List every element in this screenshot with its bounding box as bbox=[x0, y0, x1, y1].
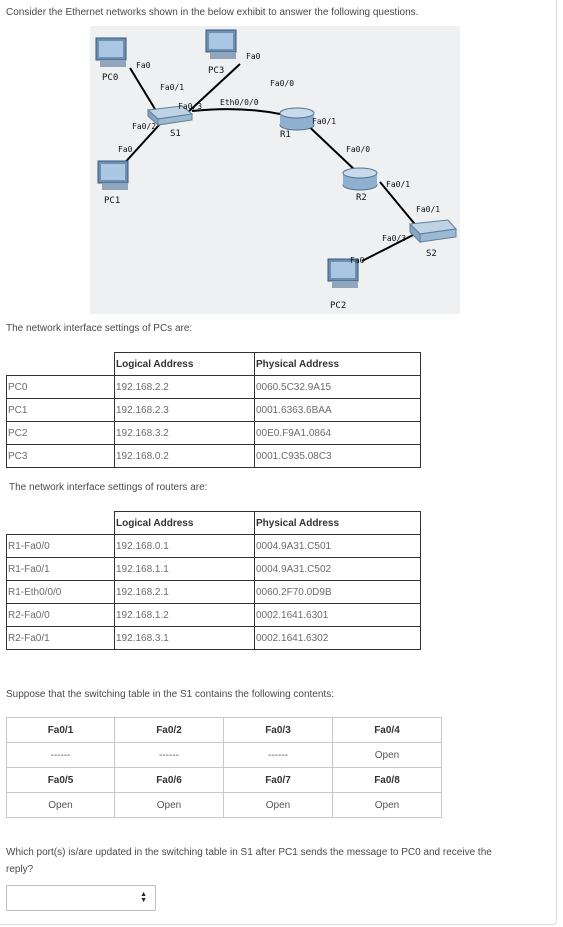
port-header: Fa0/7 bbox=[224, 768, 333, 793]
question-line-1: Which port(s) is/are updated in the switching table in S1 after PC1 sends the message to PC0 and receive the bbox=[6, 847, 492, 858]
port-entry: ------ bbox=[224, 743, 333, 768]
r1-eth000-label: Eth0/0/0 bbox=[220, 98, 259, 107]
pc0-computer-icon bbox=[96, 38, 126, 67]
r1-fa01-label: Fa0/1 bbox=[312, 117, 337, 126]
r1-fa00-label: Fa0/0 bbox=[270, 79, 295, 88]
cables bbox=[120, 64, 418, 261]
router-interface: R1-Fa0/1 bbox=[7, 558, 115, 581]
port-header: Fa0/4 bbox=[333, 718, 442, 743]
table-row bbox=[7, 399, 421, 422]
port-header: Fa0/6 bbox=[115, 768, 224, 793]
intro-text: Consider the Ethernet networks shown in the below exhibit to answer the following questions. bbox=[6, 7, 419, 18]
router-mac: 0060.2F70.0D9B bbox=[255, 581, 421, 604]
pc-name: PC2 bbox=[7, 422, 115, 445]
port-header: Fa0/3 bbox=[224, 718, 333, 743]
router-mac: 0004.9A31.C501 bbox=[255, 535, 421, 558]
table-row bbox=[7, 627, 421, 650]
pc-name: PC0 bbox=[7, 376, 115, 399]
router-ip: 192.168.3.1 bbox=[115, 627, 255, 650]
updown-arrows-icon: ▲ ▼ bbox=[140, 891, 147, 904]
s2-switch-icon bbox=[410, 220, 456, 242]
table-row bbox=[7, 718, 442, 743]
router-mac: 0002.1641.6301 bbox=[255, 604, 421, 627]
port-entry: Open bbox=[224, 793, 333, 818]
s2-fa03-label: Fa0/3 bbox=[382, 234, 407, 243]
pc-mac: 0060.5C32.9A15 bbox=[255, 376, 421, 399]
routers-header-physical: Physical Address bbox=[255, 512, 421, 535]
pc-mac: 00E0.F9A1.0864 bbox=[255, 422, 421, 445]
router-mac: 0004.9A31.C502 bbox=[255, 558, 421, 581]
pc-ip: 192.168.2.2 bbox=[115, 376, 255, 399]
table-row bbox=[7, 604, 421, 627]
table-row bbox=[7, 535, 421, 558]
table-row bbox=[7, 376, 421, 399]
table-row bbox=[7, 581, 421, 604]
port-entry: Open bbox=[115, 793, 224, 818]
pc-mac: 0001.C935.08C3 bbox=[255, 445, 421, 468]
table-row bbox=[7, 768, 442, 793]
pc1-fa0-label: Fa0 bbox=[118, 145, 133, 154]
question-line-2: reply? bbox=[6, 864, 34, 875]
pc3-computer-icon bbox=[206, 30, 236, 59]
routers-caption: The network interface settings of routers are: bbox=[9, 482, 208, 493]
routers-address-table bbox=[6, 511, 421, 650]
pc-ip: 192.168.0.2 bbox=[115, 445, 255, 468]
router-interface: R2-Fa0/1 bbox=[7, 627, 115, 650]
s1-label: S1 bbox=[170, 129, 181, 139]
answer-select[interactable] bbox=[6, 885, 156, 911]
pc-mac: 0001.6363.6BAA bbox=[255, 399, 421, 422]
pcs-address-table bbox=[6, 352, 421, 468]
switching-table bbox=[6, 717, 442, 818]
router-mac: 0002.1641.6302 bbox=[255, 627, 421, 650]
port-header: Fa0/8 bbox=[333, 768, 442, 793]
table-row bbox=[7, 558, 421, 581]
pc1-label: PC1 bbox=[104, 196, 121, 206]
table-row bbox=[7, 743, 442, 768]
port-entry: ------ bbox=[7, 743, 115, 768]
port-header: Fa0/1 bbox=[7, 718, 115, 743]
pc0-fa0-label: Fa0 bbox=[136, 61, 151, 70]
pc-ip: 192.168.3.2 bbox=[115, 422, 255, 445]
r1-router-icon bbox=[280, 108, 314, 130]
router-interface: R1-Eth0/0/0 bbox=[7, 581, 115, 604]
s1-fa01-label: Fa0/1 bbox=[160, 83, 185, 92]
network-diagram bbox=[90, 26, 460, 314]
port-entry: ------ bbox=[115, 743, 224, 768]
table-row bbox=[7, 422, 421, 445]
switch-caption: Suppose that the switching table in the S1 contains the following contents: bbox=[6, 689, 334, 700]
s1-fa03-label: Fa0/3 bbox=[178, 102, 203, 111]
pcs-header-logical: Logical Address bbox=[115, 353, 255, 376]
router-interface: R1-Fa0/0 bbox=[7, 535, 115, 558]
r2-label: R2 bbox=[356, 193, 367, 203]
r1-label: R1 bbox=[280, 130, 291, 140]
router-ip: 192.168.2.1 bbox=[115, 581, 255, 604]
pc-ip: 192.168.2.3 bbox=[115, 399, 255, 422]
pc2-fa0-label: Fa0 bbox=[350, 256, 365, 265]
port-entry: Open bbox=[333, 793, 442, 818]
port-header: Fa0/5 bbox=[7, 768, 115, 793]
network-diagram-svg bbox=[90, 26, 460, 314]
port-header: Fa0/2 bbox=[115, 718, 224, 743]
routers-header-logical: Logical Address bbox=[115, 512, 255, 535]
s1-fa02-label: Fa0/2 bbox=[132, 122, 157, 131]
pc1-computer-icon bbox=[98, 161, 128, 190]
s2-fa01-label: Fa0/1 bbox=[416, 205, 441, 214]
router-interface: R2-Fa0/0 bbox=[7, 604, 115, 627]
port-entry: Open bbox=[333, 743, 442, 768]
pc-name: PC3 bbox=[7, 445, 115, 468]
r2-router-icon bbox=[343, 168, 377, 190]
r2-fa01-label: Fa0/1 bbox=[386, 180, 411, 189]
r2-fa00-label: Fa0/0 bbox=[346, 145, 371, 154]
pcs-header-physical: Physical Address bbox=[255, 353, 421, 376]
pc2-label: PC2 bbox=[330, 301, 347, 311]
table-row bbox=[7, 793, 442, 818]
pcs-caption: The network interface settings of PCs are: bbox=[6, 323, 193, 334]
s2-label: S2 bbox=[426, 249, 437, 259]
port-entry: Open bbox=[7, 793, 115, 818]
pc3-label: PC3 bbox=[208, 66, 225, 76]
pc3-fa0-label: Fa0 bbox=[246, 52, 261, 61]
table-row bbox=[7, 445, 421, 468]
router-ip: 192.168.1.1 bbox=[115, 558, 255, 581]
router-ip: 192.168.0.1 bbox=[115, 535, 255, 558]
router-ip: 192.168.1.2 bbox=[115, 604, 255, 627]
pc0-label: PC0 bbox=[102, 73, 119, 83]
pc-name: PC1 bbox=[7, 399, 115, 422]
